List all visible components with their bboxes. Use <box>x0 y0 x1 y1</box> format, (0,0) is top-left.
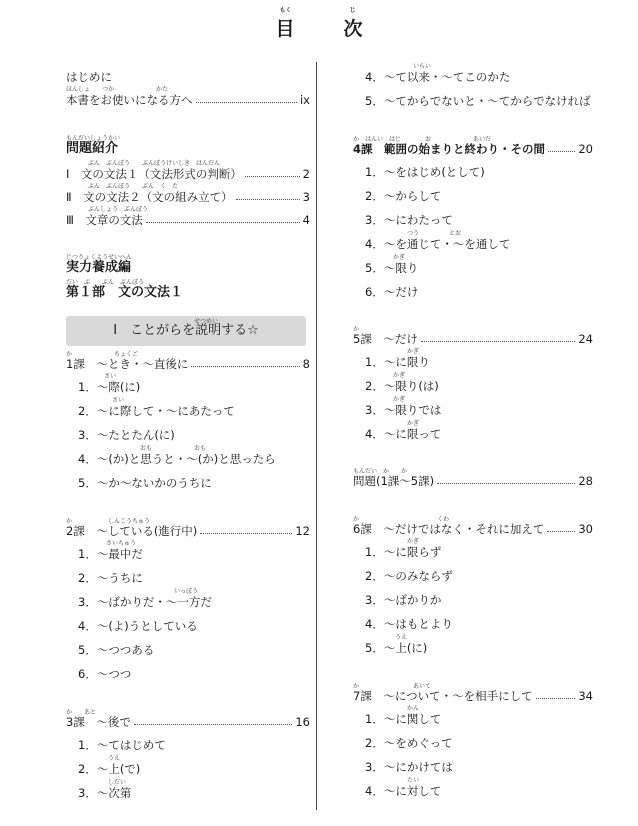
list-item[interactable]: 3．〜限りでは <box>365 403 442 417</box>
list-item[interactable]: 4．〜(よ)うとしている <box>78 619 198 633</box>
item-ruby: おも おも <box>140 445 207 452</box>
list-item[interactable]: 3．〜にかけては <box>365 760 453 774</box>
list-item[interactable]: 2．〜に際して・〜にあたって <box>78 404 235 418</box>
list-item[interactable]: 5．〜限り <box>365 261 419 275</box>
lesson-ruby: か <box>353 326 360 333</box>
list-item[interactable]: 2．〜のみならず <box>365 569 453 583</box>
list-item[interactable]: 1．〜に限らず <box>365 545 442 559</box>
item-ruby: いっぽう <box>174 588 199 595</box>
lesson-ruby: か しんこうちゅう <box>66 518 151 525</box>
list-item[interactable]: 1．〜に限り <box>365 355 430 369</box>
section-banner: せつめい Ⅰ ことがらを説明する☆ <box>66 316 306 346</box>
list-item[interactable]: 2．〜からして <box>365 189 442 203</box>
item-ruby: かぎ <box>407 538 420 545</box>
list-item[interactable]: 6．〜だけ <box>365 285 419 299</box>
leader-dots <box>547 522 575 532</box>
list-item[interactable]: 2．〜うちに <box>78 571 143 585</box>
lesson-entry[interactable]: 2課 〜している(進行中) 12 <box>66 524 310 538</box>
lesson-ruby: か はんい はじ お あいだ <box>353 136 492 143</box>
leader-dots <box>245 167 300 177</box>
leader-dots <box>548 142 575 152</box>
leader-dots <box>236 190 300 200</box>
list-item[interactable]: 5．〜上(に) <box>365 641 428 655</box>
lesson-ruby: か ちょくご <box>66 351 139 358</box>
list-item[interactable]: 5．〜てからでないと・〜てからでなければ <box>365 94 591 108</box>
leader-dots <box>421 332 576 342</box>
jitsuryoku-ruby: じつりょくようせいへん <box>66 254 133 261</box>
list-item[interactable]: 5．〜つつある <box>78 643 155 657</box>
item-ruby: かん <box>407 705 420 712</box>
mondai-item[interactable]: Ⅰ 文の文法１（文法形式の判断） 2 <box>66 167 310 181</box>
item-ruby: うえ <box>108 755 121 762</box>
title-ruby-2: じ <box>349 7 356 14</box>
list-item[interactable]: 3．〜にわたって <box>365 213 453 227</box>
title-char-1: もく 目 <box>275 7 295 40</box>
leader-dots <box>536 689 576 699</box>
list-item[interactable]: 3．〜たとたん(に) <box>78 428 175 442</box>
item-ruby: つう とお <box>407 230 462 237</box>
item-ruby: いらい <box>413 63 432 70</box>
banner-ruby: せつめい <box>194 318 219 325</box>
lesson-ruby: か あと <box>66 709 97 716</box>
list-item[interactable]: 2．〜限り(は) <box>365 379 439 393</box>
lesson-entry[interactable]: 1課 〜とき・〜直後に 8 <box>66 357 310 371</box>
list-item[interactable]: 1．〜際(に) <box>78 380 141 394</box>
mondai-item-ruby: ぶん ぶんぽう ぶん く た <box>88 183 179 190</box>
mondai-item-ruby: ぶん ぶんぽう ぶんぽうけいしき はんだん <box>88 160 221 167</box>
leader-dots <box>200 524 292 534</box>
mondai-item[interactable]: Ⅲ 文章の文法 4 <box>66 213 310 227</box>
part-heading: 第１部 文の文法１ <box>66 285 184 300</box>
lesson-entry[interactable]: 7課 〜について・〜を相手にして 34 <box>353 689 593 703</box>
list-item[interactable]: 4．〜に対して <box>365 784 442 798</box>
leader-dots <box>146 213 300 223</box>
leader-dots <box>191 357 299 367</box>
item-ruby: かぎ <box>407 348 420 355</box>
item-ruby: かぎ <box>393 372 406 379</box>
lesson-entry[interactable]: 5課 〜だけ 24 <box>353 332 593 346</box>
list-item[interactable]: 1．〜最中だ <box>78 547 143 561</box>
lesson-ruby: か あいて <box>353 683 432 690</box>
review-entry[interactable]: 問題(1課〜5課) 28 <box>353 474 593 488</box>
mondai-ruby: もんだいしょうかい <box>66 135 121 142</box>
list-item[interactable]: 1．〜てはじめて <box>78 738 166 752</box>
page-title <box>0 7 638 41</box>
list-item[interactable]: 3．〜ばかりか <box>365 593 442 607</box>
list-item[interactable]: 1．〜に関して <box>365 712 442 726</box>
list-item[interactable]: 4．〜を通じて・〜を通して <box>365 237 511 251</box>
lesson-ruby: もんだい か か <box>353 468 408 475</box>
leader-dots <box>196 93 297 103</box>
howto-entry[interactable]: 本書をお使いになる方へ ix <box>66 93 310 107</box>
leader-dots <box>134 715 293 725</box>
lesson-entry[interactable]: 6課 〜だけではなく・それに加えて 30 <box>353 522 593 536</box>
mondai-item-ruby: ぶんしょう ぶんぽう <box>88 206 149 213</box>
part-ruby: だい ぶ ぶん ぶんぽう <box>66 279 145 286</box>
list-item[interactable]: 4．〜(か)と思うと・〜(か)と思ったら <box>78 452 276 466</box>
list-item[interactable]: 4．〜に限って <box>365 427 442 441</box>
list-item[interactable]: 3．〜ばかりだ・〜一方だ <box>78 595 212 609</box>
list-item[interactable]: 5．〜か〜ないかのうちに <box>78 476 212 490</box>
item-ruby: たい <box>407 777 420 784</box>
lesson-ruby: か くわ <box>353 516 450 523</box>
item-ruby: かぎ <box>407 420 420 427</box>
list-item[interactable]: 2．〜をめぐって <box>365 736 453 750</box>
list-item[interactable]: 6．〜つつ <box>78 667 132 681</box>
mondai-item[interactable]: Ⅱ 文の文法２（文の組み立て） 3 <box>66 190 310 204</box>
item-ruby: さい <box>112 397 125 404</box>
item-ruby: さい <box>104 373 117 380</box>
intro-link[interactable]: はじめに <box>66 70 112 84</box>
list-item[interactable]: 1．〜をはじめ(として) <box>365 165 485 179</box>
item-ruby: しだい <box>108 779 127 786</box>
list-item[interactable]: 4．〜て以来・〜てこのかた <box>365 70 511 84</box>
column-divider <box>316 62 317 810</box>
list-item[interactable]: 4．〜はもとより <box>365 617 453 631</box>
jitsuryoku-heading: 実力養成編 <box>66 260 132 275</box>
mondai-heading: 問題紹介 <box>66 141 119 156</box>
item-ruby: かぎ <box>393 254 406 261</box>
title-char-2: じ 次 <box>343 7 363 40</box>
item-ruby: うえ <box>395 634 408 641</box>
list-item[interactable]: 2．〜上(で) <box>78 762 141 776</box>
title-ruby-1: もく <box>279 7 292 14</box>
lesson-entry[interactable]: 4課 範囲の始まりと終わり・その間 20 <box>353 142 593 156</box>
lesson-entry[interactable]: 3課 〜後で 16 <box>66 715 310 729</box>
howto-ruby: ほんしょ つか かた <box>66 86 169 93</box>
list-item[interactable]: 3．〜次第 <box>78 786 132 800</box>
leader-dots <box>437 474 575 484</box>
item-ruby: かぎ <box>393 396 406 403</box>
item-ruby: さいちゅう <box>106 540 137 547</box>
